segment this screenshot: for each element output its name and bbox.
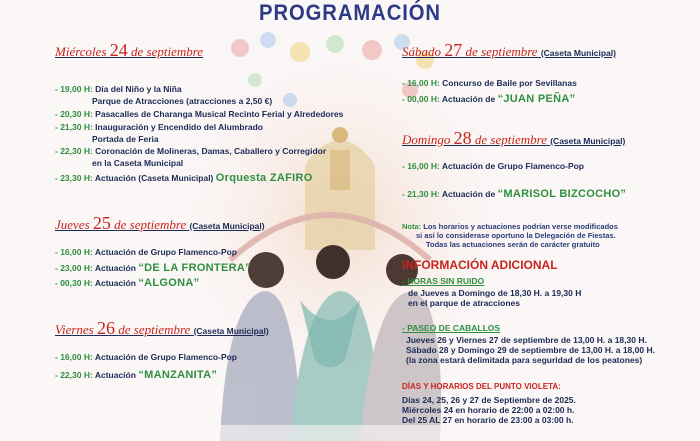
- schedule-item: - 19,00 H: Día del Niño y la Niña: [55, 84, 182, 94]
- schedule-item-cont: Portada de Feria: [92, 134, 159, 144]
- day-heading-thursday: Jueves 25 de septiembre (Caseta Municipal): [55, 213, 265, 233]
- day-heading-sunday: Domingo 28 de septiembre (Caseta Municipal): [402, 128, 626, 148]
- schedule-item: - 22,30 H: Coronación de Molineras, Damas, Caballero y Corregidor: [55, 146, 327, 156]
- quiet-hours-text: de Jueves a Domingo de 18,30 H. a 19,30 H en el parque de atracciones: [408, 288, 582, 308]
- artist-name: “MANZANITA”: [138, 369, 218, 381]
- day-heading-friday: Viernes 26 de septiembre (Caseta Municipal): [55, 318, 269, 338]
- horse-ride-text: Jueves 26 y Viernes 27 de septiembre de 13,00 H. a 18,30 H. Sábado 28 y Domingo 29 de septiembre de 13,00 H. a 18,00 H. (la zona estará delimitada para seguridad de los peatones): [406, 335, 655, 365]
- note-block: Nota: Los horarios y actuaciones podrían verse modificados si así lo considerase oportuno la Delegación de Fiestas. Todas las actuaciones serán de carácter gratuito: [402, 222, 618, 249]
- venue-label: (Caseta Municipal): [193, 326, 269, 336]
- schedule-item: - 23,00 H: Actuación “DE LA FRONTERA”: [55, 262, 251, 274]
- schedule-item: - 21,30 H: Inauguración y Encendido del Alumbrado: [55, 122, 263, 132]
- note-label: Nota:: [402, 222, 422, 231]
- schedule-item: - 16,00 H: Actuación de Grupo Flamenco-Pop: [55, 247, 237, 257]
- schedule-item: - 21,30 H: Actuación de “MARISOL BIZCOCHO”: [402, 188, 627, 200]
- page-title: PROGRAMACIÓN: [259, 0, 441, 25]
- schedule-item-cont: Parque de Atracciones (atracciones a 2,50 €): [92, 96, 273, 106]
- day-number: 24: [109, 40, 128, 60]
- schedule-item: - 22,30 H: Actuación “MANZANITA”: [55, 369, 218, 381]
- info-heading: INFORMACIÓN ADICIONAL: [402, 258, 558, 272]
- venue-label: (Caseta Municipal): [189, 221, 265, 231]
- schedule-item: - 00,00 H: Actuación de “JUAN PEÑA”: [402, 93, 576, 105]
- venue-label: (Caseta Municipal): [550, 136, 626, 146]
- schedule-item: - 16,00 H: Actuación de Grupo Flamenco-Pop: [55, 352, 237, 362]
- day-month: de septiembre: [131, 44, 204, 59]
- day-heading-saturday: Sábado 27 de septiembre (Caseta Municipal): [402, 40, 616, 60]
- venue-label: (Caseta Municipal): [540, 48, 616, 58]
- schedule-item: - 00,30 H: Actuación “ALGONA”: [55, 277, 200, 289]
- day-name: Miércoles: [55, 44, 107, 59]
- artist-name: “DE LA FRONTERA”: [138, 262, 251, 274]
- violet-point-text: Días 24, 25, 26 y 27 de Septiembre de 2025. Miércoles 24 en horario de 22:00 a 02:00 h. Del 25 AL 27 en horario de 23:00 a 03:00 h.: [402, 395, 576, 425]
- schedule-item: - 16,00 H: Concurso de Baile por Sevillanas: [402, 78, 577, 88]
- day-heading-wednesday: [55, 40, 203, 61]
- schedule-item: - 16,00 H: Actuación de Grupo Flamenco-Pop: [402, 161, 584, 171]
- schedule-item: - 20,30 H: Pasacalles de Charanga Musical Recinto Ferial y Alrededores: [55, 109, 344, 119]
- artist-name: “ALGONA”: [138, 277, 200, 289]
- horse-ride-heading: - PASEO DE CABALLOS: [402, 323, 501, 333]
- schedule-item-cont: en la Caseta Municipal: [92, 158, 184, 168]
- artist-name: “MARISOL BIZCOCHO”: [497, 188, 627, 200]
- quiet-hours-heading: - HORAS SIN RUIDO: [402, 276, 485, 286]
- schedule-item: - 23,30 H: Actuación (Caseta Municipal) Orquesta ZAFIRO: [55, 172, 313, 184]
- artist-name: “JUAN PEÑA”: [497, 93, 576, 105]
- violet-point-heading: DÍAS Y HORARIOS DEL PUNTO VIOLETA:: [402, 382, 561, 391]
- artist-name: Orquesta ZAFIRO: [215, 172, 313, 184]
